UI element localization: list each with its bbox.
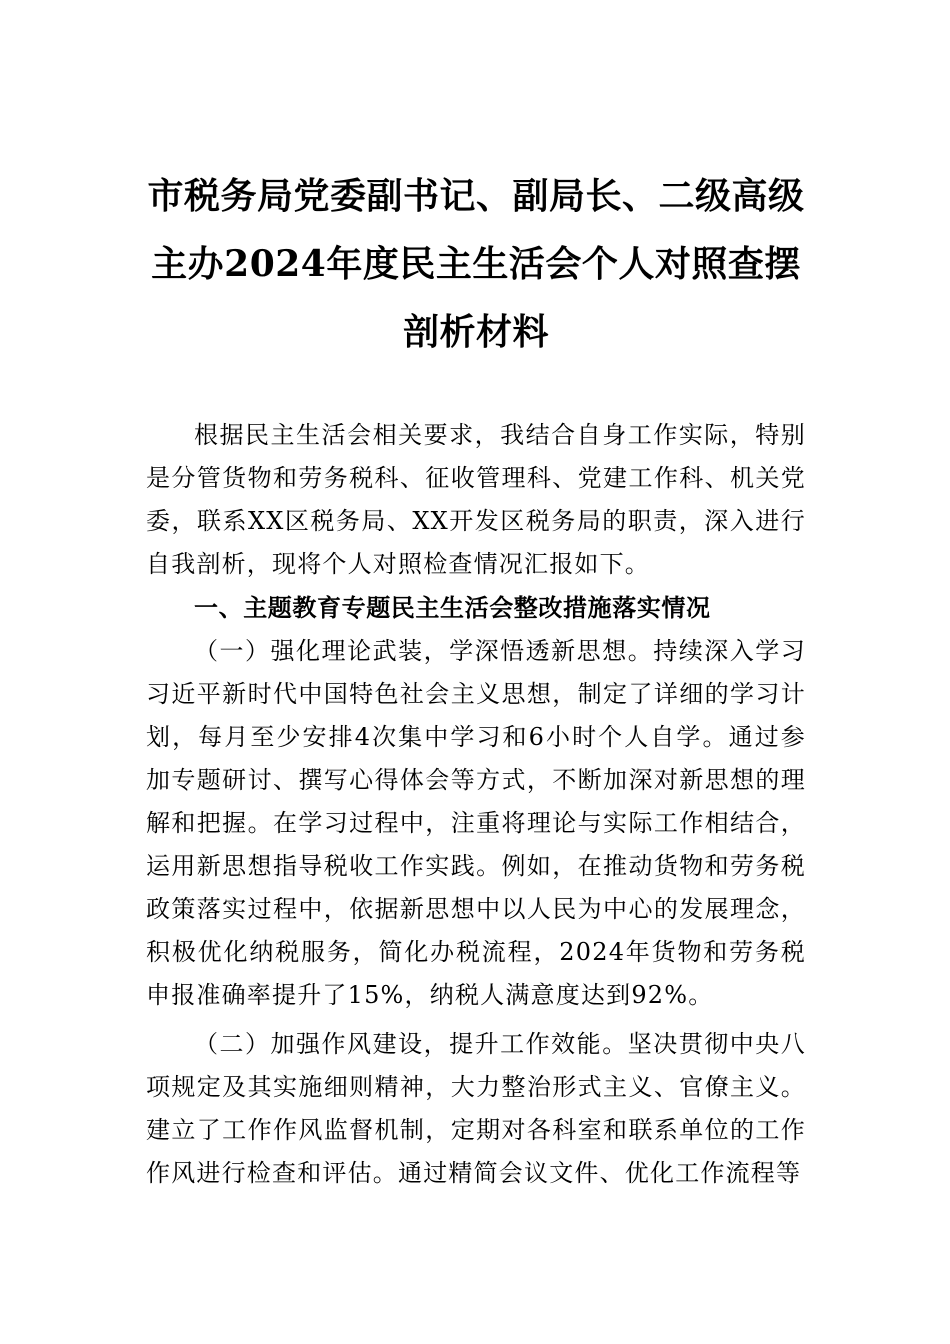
document-page	[146, 162, 806, 1195]
document-body	[146, 414, 806, 1195]
paragraph-1: （一）强化理论武装，学深悟透新思想。持续深入学习习近平新时代中国特色社会主义思想，制定了详细的学习计划，每月至少安排4次集中学习和6小时个人自学。通过参加专题研讨、撰写心得体会等方式，不断加深对新思想的理解和把握。在学习过程中，注重将理论与实际工作相结合，运用新思想指导税收工作实践。例如，在推动货物和劳务税政策落实过程中，依据新思想中以人民为中心的发展理念，积极优化纳税服务，简化办税流程，2024年货物和劳务税申报准确率提升了15%，纳税人满意度达到92%。	[146, 637, 806, 1009]
section-heading-1: 一、主题教育专题民主生活会整改措施落实情况	[194, 594, 711, 622]
document-title: 市税务局党委副书记、副局长、二级高级主办2024年度民主生活会个人对照查摆剖析材料	[147, 175, 805, 353]
intro-paragraph: 根据民主生活会相关要求，我结合自身工作实际，特别是分管货物和劳务税科、征收管理科、党建工作科、机关党委，联系XX区税务局、XX开发区税务局的职责，深入进行自我剖析，现将个人对照检查情况汇报如下。	[146, 421, 806, 578]
paragraph-2: （二）加强作风建设，提升工作效能。坚决贯彻中央八项规定及其实施细则精神，大力整治形式主义、官僚主义。建立了工作作风监督机制，定期对各科室和联系单位的工作作风进行检查和评估。通过精简会议文件、优化工作流程等	[146, 1030, 806, 1187]
